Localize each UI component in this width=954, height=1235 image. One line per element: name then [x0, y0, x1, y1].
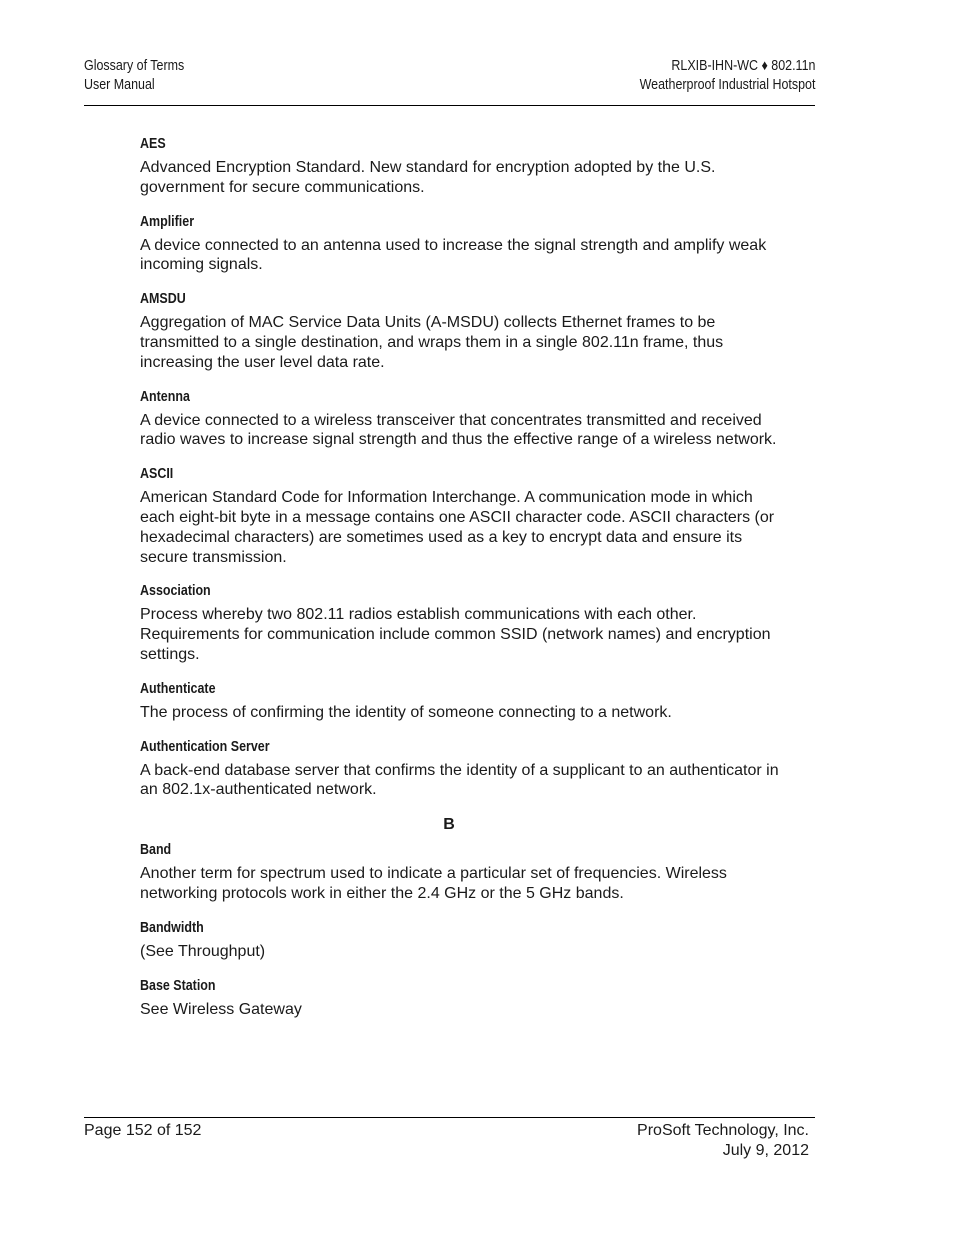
glossary-term: AMSDU	[140, 291, 186, 308]
glossary-entry	[140, 388, 780, 451]
glossary-entry	[140, 213, 780, 276]
glossary-definition: Aggregation of MAC Service Data Units (A-MSDU) collects Ethernet frames to be transmitted to a single destination, and wraps them in a single 802.11n frame, thus increasing the user level data rate.	[140, 314, 724, 371]
glossary-term: Base Station	[140, 977, 216, 994]
glossary-entry	[140, 135, 780, 198]
glossary-term: AES	[140, 136, 166, 152]
glossary-definition: (See Throughput)	[140, 942, 266, 960]
glossary-term: Authentication Server	[140, 738, 270, 755]
glossary-entry	[140, 680, 780, 723]
glossary-definition: A device connected to an antenna used to increase the signal strength and amplify weak incoming signals.	[140, 236, 767, 274]
glossary-term: Bandwidth	[140, 919, 204, 936]
header-section-title: Glossary of Terms	[84, 58, 185, 74]
glossary-term: Amplifier	[140, 213, 195, 230]
glossary-definition: See Wireless Gateway	[140, 1000, 302, 1018]
glossary-definition: A device connected to a wireless transceiver that concentrates transmitted and received radio waves to increase signal strength and thus the effective range of a wireless network.	[140, 411, 777, 449]
glossary-term: Antenna	[140, 388, 190, 405]
header-left	[84, 57, 184, 95]
glossary-entry	[140, 465, 780, 567]
glossary-entry	[140, 977, 780, 1020]
header-document-type: User Manual	[84, 77, 155, 93]
footer-date: July 9, 2012	[722, 1142, 809, 1159]
glossary-term: Authenticate	[140, 680, 216, 697]
glossary-entry	[140, 841, 780, 904]
page-header	[84, 57, 815, 106]
footer-company: ProSoft Technology, Inc.	[637, 1122, 809, 1139]
glossary-term: Association	[140, 583, 211, 600]
glossary-content	[140, 135, 780, 1034]
glossary-term: ASCII	[140, 466, 174, 483]
header-right	[639, 57, 815, 95]
header-product-name: Weatherproof Industrial Hotspot	[639, 77, 815, 93]
glossary-term: Band	[140, 842, 172, 859]
page-footer	[84, 1117, 815, 1159]
header-product-model: RLXIB-IHN-WC ♦ 802.11n	[670, 58, 815, 74]
glossary-definition: American Standard Code for Information Interchange. A communication mode in which each eight-bit byte in a message contains one ASCII character code. ASCII characters (or hexadecimal characters) are sometimes used as a key to encrypt data and ensure its secure transmission.	[140, 489, 775, 566]
glossary-definition: A back-end database server that confirms the identity of a supplicant to an authenticator in an 802.1x-authenticated network.	[140, 761, 779, 799]
section-letter-heading: B	[443, 816, 455, 834]
glossary-definition: Another term for spectrum used to indicate a particular set of frequencies. Wireless networking protocols work in either the 2.4 GHz or the 5 GHz bands.	[140, 865, 727, 902]
footer-right	[637, 1121, 809, 1161]
glossary-definition: Process whereby two 802.11 radios establish communications with each other. Requirements for communication include common SSID (network names) and encryption settings.	[140, 606, 771, 663]
page-number: Page 152 of 152	[84, 1122, 202, 1139]
glossary-entry	[140, 290, 780, 372]
glossary-entry	[140, 738, 780, 801]
glossary-definition: The process of confirming the identity of someone connecting to a network.	[140, 703, 672, 721]
glossary-entry	[140, 919, 780, 962]
glossary-definition: Advanced Encryption Standard. New standard for encryption adopted by the U.S. government for secure communications.	[140, 159, 716, 196]
glossary-entry	[140, 582, 780, 664]
